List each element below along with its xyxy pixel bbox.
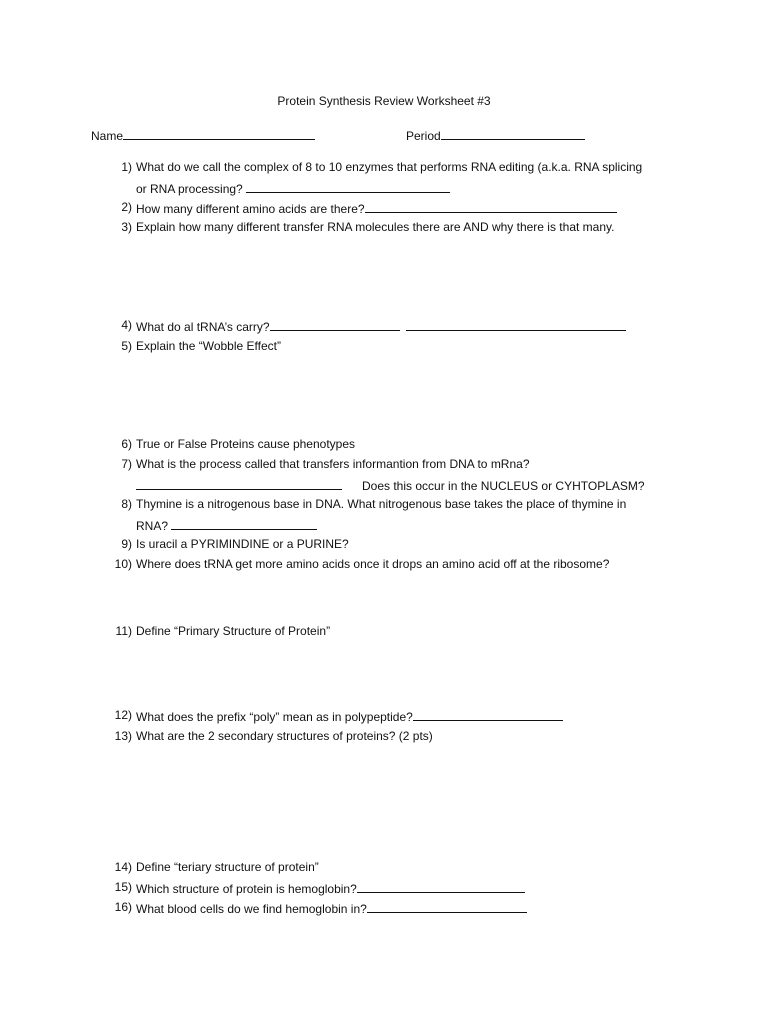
- question-number: 9): [121, 537, 132, 551]
- answer-blank[interactable]: [171, 517, 317, 530]
- question-text-line2: or RNA processing?: [136, 182, 243, 196]
- question-text-line2: RNA?: [136, 519, 169, 533]
- answer-blank[interactable]: [413, 708, 563, 721]
- answer-blank[interactable]: [246, 180, 450, 193]
- name-field-row: [91, 127, 315, 143]
- question-number: 3): [121, 220, 132, 234]
- question-number: 13): [114, 729, 132, 743]
- answer-blank[interactable]: [357, 880, 525, 893]
- question-number: 16): [114, 900, 132, 914]
- question-text: What do we call the complex of 8 to 10 enzymes that performs RNA editing (a.k.a. RNA splicing: [136, 160, 643, 174]
- question-text-line2: Does this occur in the NUCLEUS or CYHTOPLASM?: [362, 479, 645, 493]
- question-text: Thymine is a nitrogenous base in DNA. What nitrogenous base takes the place of thymine in: [136, 497, 627, 511]
- name-blank[interactable]: [123, 127, 315, 140]
- answer-blank[interactable]: [365, 200, 617, 213]
- question-number: 2): [121, 200, 132, 214]
- question-text: Define “teriary structure of protein”: [136, 860, 319, 874]
- question-number: 1): [121, 160, 132, 174]
- answer-blank[interactable]: [367, 900, 527, 913]
- question-text: Explain the “Wobble Effect”: [136, 339, 281, 353]
- question-text: What do al tRNA’s carry?: [136, 320, 270, 334]
- period-blank[interactable]: [441, 127, 585, 140]
- answer-blank[interactable]: [406, 318, 626, 331]
- question-number: 11): [115, 624, 132, 638]
- question-number: 6): [121, 437, 132, 451]
- answer-blank[interactable]: [136, 477, 342, 490]
- question-number: 14): [114, 860, 132, 874]
- question-text: What blood cells do we find hemoglobin in?: [136, 902, 367, 916]
- page-title: Protein Synthesis Review Worksheet #3: [277, 94, 491, 108]
- period-field-row: [406, 127, 585, 143]
- question-text: Which structure of protein is hemoglobin?: [136, 882, 357, 896]
- question-text: Explain how many different transfer RNA molecules there are AND why there is that many.: [136, 220, 615, 234]
- question-number: 4): [121, 318, 132, 332]
- question-text: What are the 2 secondary structures of proteins? (2 pts): [136, 729, 433, 743]
- question-number: 15): [114, 880, 132, 894]
- question-text: What is the process called that transfers informantion from DNA to mRna?: [136, 457, 530, 471]
- question-number: 7): [121, 457, 132, 471]
- question-number: 5): [121, 339, 132, 353]
- question-number: 12): [114, 708, 132, 722]
- name-label: Name: [91, 129, 124, 143]
- question-text: What does the prefix “poly” mean as in polypeptide?: [136, 710, 413, 724]
- question-text: Where does tRNA get more amino acids once it drops an amino acid off at the ribosome?: [136, 557, 610, 571]
- question-number: 10): [114, 557, 132, 571]
- question-text: Define “Primary Structure of Protein”: [136, 624, 331, 638]
- question-text: How many different amino acids are there?: [136, 202, 365, 216]
- question-text: Is uracil a PYRIMINDINE or a PURINE?: [136, 537, 349, 551]
- question-number: 8): [121, 497, 132, 511]
- answer-blank[interactable]: [270, 318, 400, 331]
- period-label: Period: [406, 129, 441, 143]
- question-text: True or False Proteins cause phenotypes: [136, 437, 356, 451]
